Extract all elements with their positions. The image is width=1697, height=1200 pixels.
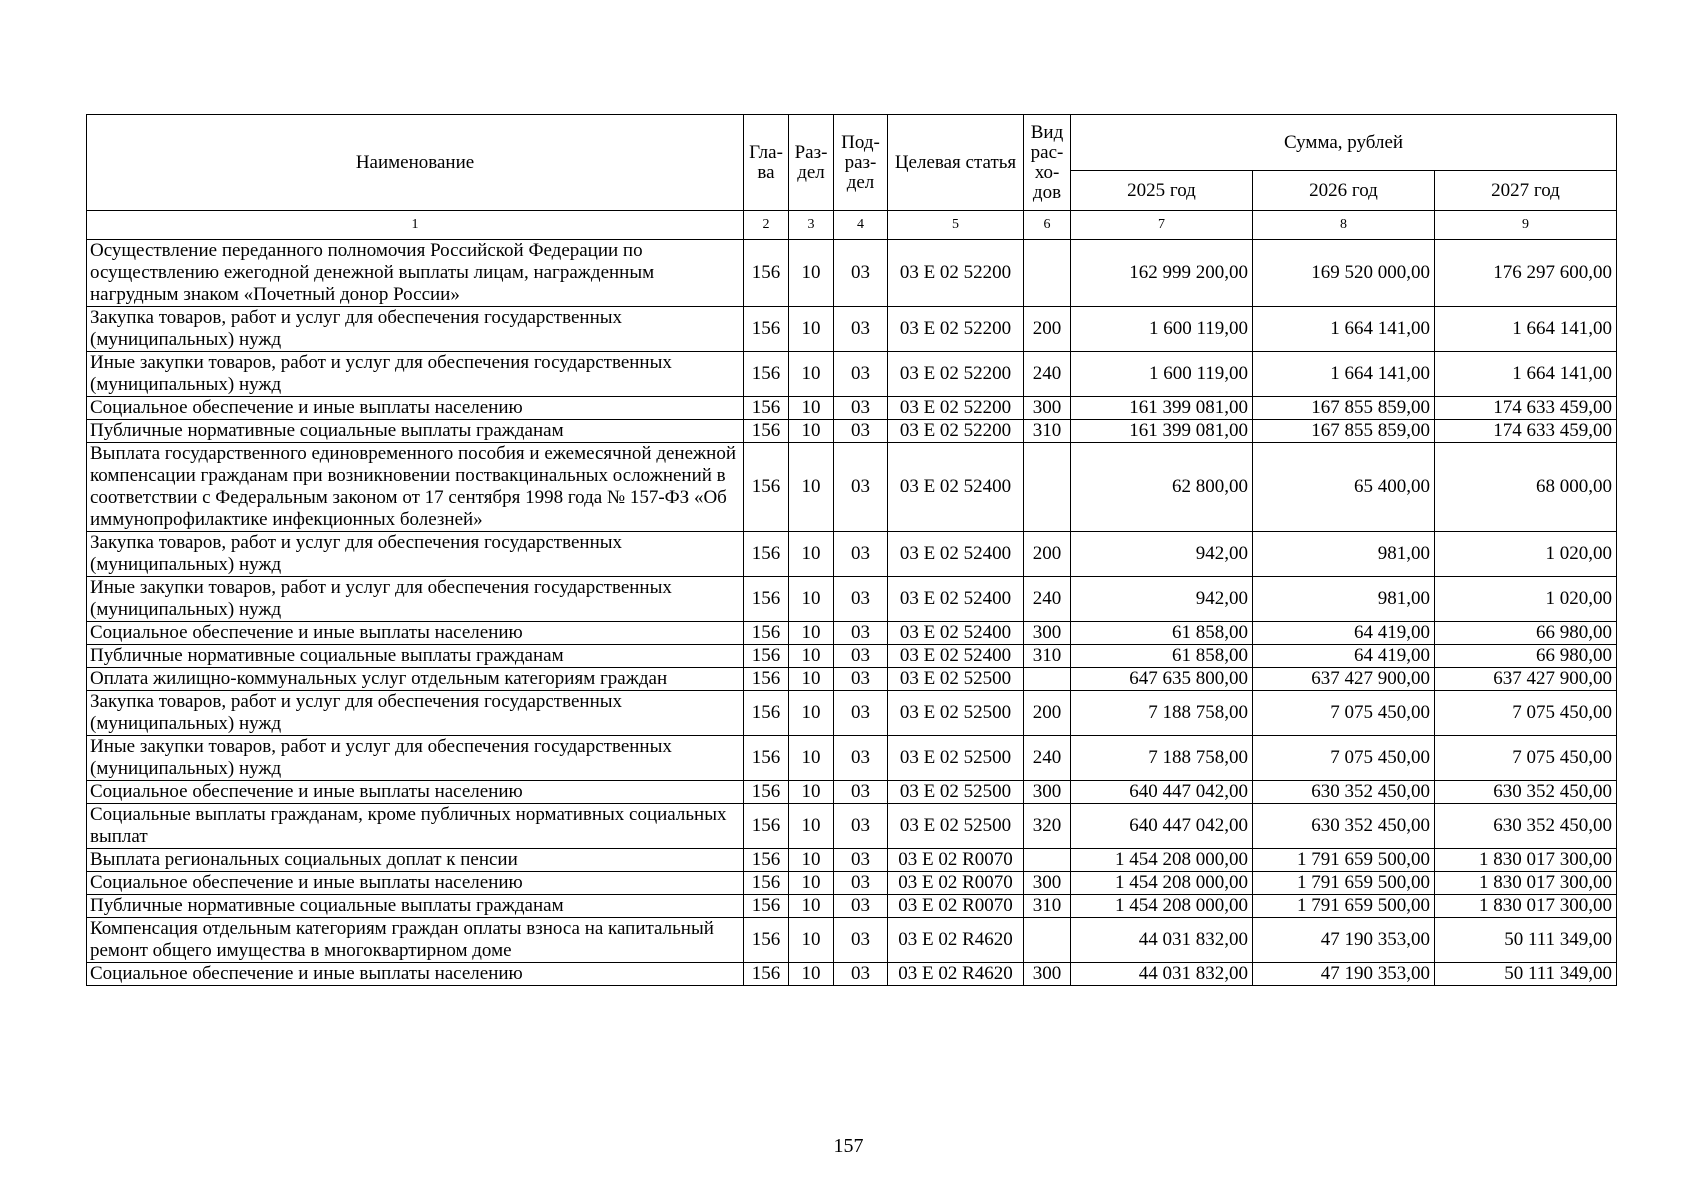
column-number-row (87, 211, 1617, 240)
row-vid: 240 (1024, 736, 1071, 781)
row-razdel: 10 (789, 577, 834, 622)
row-amount-2027: 1 664 141,00 (1435, 307, 1617, 352)
row-name: Социальное обеспечение и иные выплаты населению (87, 872, 744, 895)
row-amount-2027: 7 075 450,00 (1435, 691, 1617, 736)
row-amount-2026: 7 075 450,00 (1253, 691, 1435, 736)
table-row (87, 532, 1617, 577)
row-glava: 156 (744, 532, 789, 577)
row-razdel: 10 (789, 963, 834, 986)
row-glava: 156 (744, 240, 789, 307)
row-razdel: 10 (789, 420, 834, 443)
row-glava: 156 (744, 849, 789, 872)
row-amount-2025: 1 454 208 000,00 (1071, 872, 1253, 895)
row-vid (1024, 849, 1071, 872)
row-celevaya: 03 Е 02 52200 (888, 397, 1024, 420)
row-podrazdel: 03 (834, 668, 888, 691)
row-vid: 300 (1024, 397, 1071, 420)
row-amount-2025: 1 600 119,00 (1071, 307, 1253, 352)
row-glava: 156 (744, 307, 789, 352)
row-amount-2025: 161 399 081,00 (1071, 397, 1253, 420)
row-razdel: 10 (789, 781, 834, 804)
row-razdel: 10 (789, 918, 834, 963)
row-razdel: 10 (789, 691, 834, 736)
row-glava: 156 (744, 420, 789, 443)
row-amount-2025: 1 454 208 000,00 (1071, 895, 1253, 918)
row-celevaya: 03 Е 02 52200 (888, 240, 1024, 307)
row-podrazdel: 03 (834, 872, 888, 895)
row-amount-2026: 630 352 450,00 (1253, 804, 1435, 849)
row-glava: 156 (744, 352, 789, 397)
row-celevaya: 03 Е 02 52200 (888, 352, 1024, 397)
row-razdel: 10 (789, 804, 834, 849)
row-podrazdel: 03 (834, 622, 888, 645)
table-row (87, 622, 1617, 645)
row-podrazdel: 03 (834, 804, 888, 849)
row-amount-2027: 68 000,00 (1435, 443, 1617, 532)
column-number: 6 (1024, 211, 1071, 240)
row-podrazdel: 03 (834, 736, 888, 781)
table-row (87, 240, 1617, 307)
table-row (87, 691, 1617, 736)
column-number: 9 (1435, 211, 1617, 240)
row-razdel: 10 (789, 240, 834, 307)
row-amount-2026: 47 190 353,00 (1253, 918, 1435, 963)
row-amount-2025: 942,00 (1071, 532, 1253, 577)
header-year-2025: 2025 год (1071, 171, 1253, 211)
row-celevaya: 03 Е 02 R0070 (888, 872, 1024, 895)
column-number: 1 (87, 211, 744, 240)
row-celevaya: 03 Е 02 52400 (888, 622, 1024, 645)
row-amount-2027: 1 020,00 (1435, 532, 1617, 577)
row-name: Социальное обеспечение и иные выплаты населению (87, 963, 744, 986)
row-glava: 156 (744, 443, 789, 532)
row-celevaya: 03 Е 02 R4620 (888, 918, 1024, 963)
row-razdel: 10 (789, 307, 834, 352)
row-celevaya: 03 Е 02 52400 (888, 577, 1024, 622)
row-podrazdel: 03 (834, 781, 888, 804)
row-amount-2027: 176 297 600,00 (1435, 240, 1617, 307)
row-amount-2026: 1 791 659 500,00 (1253, 849, 1435, 872)
table-row (87, 645, 1617, 668)
row-amount-2025: 647 635 800,00 (1071, 668, 1253, 691)
table-row (87, 577, 1617, 622)
row-amount-2025: 62 800,00 (1071, 443, 1253, 532)
row-amount-2026: 64 419,00 (1253, 645, 1435, 668)
row-amount-2026: 1 664 141,00 (1253, 352, 1435, 397)
table-row (87, 895, 1617, 918)
row-amount-2027: 1 664 141,00 (1435, 352, 1617, 397)
row-celevaya: 03 Е 02 52400 (888, 443, 1024, 532)
row-celevaya: 03 Е 02 52400 (888, 532, 1024, 577)
row-amount-2025: 640 447 042,00 (1071, 804, 1253, 849)
row-amount-2025: 44 031 832,00 (1071, 918, 1253, 963)
row-amount-2025: 942,00 (1071, 577, 1253, 622)
header-podrazdel: Под-раз-дел (834, 115, 888, 211)
header-razdel: Раз-дел (789, 115, 834, 211)
row-amount-2026: 47 190 353,00 (1253, 963, 1435, 986)
row-vid (1024, 668, 1071, 691)
row-razdel: 10 (789, 736, 834, 781)
table-row (87, 307, 1617, 352)
row-razdel: 10 (789, 895, 834, 918)
row-amount-2025: 640 447 042,00 (1071, 781, 1253, 804)
row-podrazdel: 03 (834, 397, 888, 420)
row-vid: 300 (1024, 872, 1071, 895)
row-vid: 310 (1024, 645, 1071, 668)
row-glava: 156 (744, 781, 789, 804)
row-podrazdel: 03 (834, 443, 888, 532)
row-podrazdel: 03 (834, 307, 888, 352)
row-podrazdel: 03 (834, 963, 888, 986)
row-celevaya: 03 Е 02 R4620 (888, 963, 1024, 986)
row-amount-2027: 174 633 459,00 (1435, 420, 1617, 443)
column-number: 7 (1071, 211, 1253, 240)
row-amount-2027: 637 427 900,00 (1435, 668, 1617, 691)
row-name: Социальное обеспечение и иные выплаты населению (87, 397, 744, 420)
header-summa: Сумма, рублей (1071, 115, 1617, 171)
row-celevaya: 03 Е 02 R0070 (888, 849, 1024, 872)
row-razdel: 10 (789, 872, 834, 895)
row-podrazdel: 03 (834, 918, 888, 963)
row-amount-2025: 7 188 758,00 (1071, 736, 1253, 781)
row-amount-2026: 1 791 659 500,00 (1253, 895, 1435, 918)
row-celevaya: 03 Е 02 52500 (888, 804, 1024, 849)
row-podrazdel: 03 (834, 532, 888, 577)
row-vid: 320 (1024, 804, 1071, 849)
row-amount-2027: 1 830 017 300,00 (1435, 895, 1617, 918)
row-vid: 240 (1024, 352, 1071, 397)
row-name: Публичные нормативные социальные выплаты гражданам (87, 420, 744, 443)
row-amount-2026: 167 855 859,00 (1253, 397, 1435, 420)
row-podrazdel: 03 (834, 849, 888, 872)
row-amount-2025: 161 399 081,00 (1071, 420, 1253, 443)
row-glava: 156 (744, 668, 789, 691)
table-row (87, 443, 1617, 532)
row-vid: 200 (1024, 307, 1071, 352)
row-amount-2025: 7 188 758,00 (1071, 691, 1253, 736)
row-name: Публичные нормативные социальные выплаты гражданам (87, 645, 744, 668)
row-vid (1024, 918, 1071, 963)
row-podrazdel: 03 (834, 240, 888, 307)
table-row (87, 420, 1617, 443)
row-amount-2026: 637 427 900,00 (1253, 668, 1435, 691)
table-row (87, 872, 1617, 895)
row-podrazdel: 03 (834, 352, 888, 397)
row-name: Компенсация отдельным категориям граждан оплаты взноса на капитальный ремонт общего имущества в многоквартирном доме (87, 918, 744, 963)
table-row (87, 352, 1617, 397)
row-amount-2026: 169 520 000,00 (1253, 240, 1435, 307)
row-amount-2026: 65 400,00 (1253, 443, 1435, 532)
row-amount-2025: 162 999 200,00 (1071, 240, 1253, 307)
row-glava: 156 (744, 397, 789, 420)
row-name: Закупка товаров, работ и услуг для обеспечения государственных (муниципальных) нужд (87, 532, 744, 577)
row-glava: 156 (744, 963, 789, 986)
page-number: 157 (833, 1135, 864, 1157)
column-number: 8 (1253, 211, 1435, 240)
row-amount-2027: 630 352 450,00 (1435, 804, 1617, 849)
table-row (87, 781, 1617, 804)
table-row (87, 849, 1617, 872)
row-razdel: 10 (789, 645, 834, 668)
row-amount-2025: 1 454 208 000,00 (1071, 849, 1253, 872)
row-celevaya: 03 Е 02 R0070 (888, 895, 1024, 918)
row-amount-2025: 61 858,00 (1071, 622, 1253, 645)
row-amount-2025: 44 031 832,00 (1071, 963, 1253, 986)
row-vid: 200 (1024, 532, 1071, 577)
row-vid: 310 (1024, 420, 1071, 443)
row-amount-2027: 50 111 349,00 (1435, 918, 1617, 963)
row-glava: 156 (744, 895, 789, 918)
row-amount-2027: 7 075 450,00 (1435, 736, 1617, 781)
column-number: 3 (789, 211, 834, 240)
row-celevaya: 03 Е 02 52500 (888, 781, 1024, 804)
row-name: Выплата региональных социальных доплат к пенсии (87, 849, 744, 872)
row-amount-2027: 66 980,00 (1435, 645, 1617, 668)
table-row (87, 963, 1617, 986)
row-amount-2026: 981,00 (1253, 532, 1435, 577)
row-amount-2026: 7 075 450,00 (1253, 736, 1435, 781)
row-vid: 300 (1024, 963, 1071, 986)
header-vid: Вид рас-хо-дов (1024, 115, 1071, 211)
row-celevaya: 03 Е 02 52400 (888, 645, 1024, 668)
row-razdel: 10 (789, 849, 834, 872)
row-amount-2027: 174 633 459,00 (1435, 397, 1617, 420)
row-glava: 156 (744, 804, 789, 849)
row-podrazdel: 03 (834, 577, 888, 622)
budget-table (86, 114, 1617, 986)
row-amount-2027: 1 020,00 (1435, 577, 1617, 622)
column-number: 5 (888, 211, 1024, 240)
row-glava: 156 (744, 918, 789, 963)
header-glava: Гла-ва (744, 115, 789, 211)
row-razdel: 10 (789, 668, 834, 691)
row-podrazdel: 03 (834, 645, 888, 668)
table-row (87, 668, 1617, 691)
row-amount-2026: 64 419,00 (1253, 622, 1435, 645)
row-razdel: 10 (789, 532, 834, 577)
row-glava: 156 (744, 691, 789, 736)
table-body (87, 211, 1617, 986)
row-glava: 156 (744, 872, 789, 895)
row-amount-2027: 1 830 017 300,00 (1435, 872, 1617, 895)
table-header (87, 115, 1617, 211)
row-name: Иные закупки товаров, работ и услуг для обеспечения государственных (муниципальных) нужд (87, 736, 744, 781)
header-celevaya: Целевая статья (888, 115, 1024, 211)
row-celevaya: 03 Е 02 52500 (888, 668, 1024, 691)
row-vid (1024, 443, 1071, 532)
row-celevaya: 03 Е 02 52500 (888, 691, 1024, 736)
row-name: Осуществление переданного полномочия Российской Федерации по осуществлению ежегодной денежной выплаты лицам, награжденным нагрудным знаком «Почетный донор России» (87, 240, 744, 307)
row-amount-2027: 50 111 349,00 (1435, 963, 1617, 986)
row-amount-2026: 981,00 (1253, 577, 1435, 622)
row-vid: 200 (1024, 691, 1071, 736)
row-amount-2026: 1 791 659 500,00 (1253, 872, 1435, 895)
row-vid: 240 (1024, 577, 1071, 622)
header-name: Наименование (87, 115, 744, 211)
row-vid: 310 (1024, 895, 1071, 918)
row-razdel: 10 (789, 352, 834, 397)
row-glava: 156 (744, 622, 789, 645)
row-name: Социальные выплаты гражданам, кроме публичных нормативных социальных выплат (87, 804, 744, 849)
row-name: Социальное обеспечение и иные выплаты населению (87, 622, 744, 645)
header-year-2026: 2026 год (1253, 171, 1435, 211)
row-amount-2027: 66 980,00 (1435, 622, 1617, 645)
table-row (87, 736, 1617, 781)
row-amount-2026: 630 352 450,00 (1253, 781, 1435, 804)
row-amount-2025: 1 600 119,00 (1071, 352, 1253, 397)
table-row (87, 397, 1617, 420)
row-amount-2026: 167 855 859,00 (1253, 420, 1435, 443)
row-vid: 300 (1024, 622, 1071, 645)
row-celevaya: 03 Е 02 52200 (888, 420, 1024, 443)
row-vid (1024, 240, 1071, 307)
column-number: 4 (834, 211, 888, 240)
row-amount-2026: 1 664 141,00 (1253, 307, 1435, 352)
row-glava: 156 (744, 577, 789, 622)
table-row (87, 804, 1617, 849)
row-name: Закупка товаров, работ и услуг для обеспечения государственных (муниципальных) нужд (87, 691, 744, 736)
row-amount-2027: 630 352 450,00 (1435, 781, 1617, 804)
header-year-2027: 2027 год (1435, 171, 1617, 211)
row-podrazdel: 03 (834, 420, 888, 443)
row-name: Иные закупки товаров, работ и услуг для обеспечения государственных (муниципальных) нужд (87, 352, 744, 397)
row-razdel: 10 (789, 397, 834, 420)
row-celevaya: 03 Е 02 52500 (888, 736, 1024, 781)
row-celevaya: 03 Е 02 52200 (888, 307, 1024, 352)
row-glava: 156 (744, 736, 789, 781)
row-name: Социальное обеспечение и иные выплаты населению (87, 781, 744, 804)
row-amount-2025: 61 858,00 (1071, 645, 1253, 668)
row-razdel: 10 (789, 443, 834, 532)
table-row (87, 918, 1617, 963)
row-name: Иные закупки товаров, работ и услуг для обеспечения государственных (муниципальных) нужд (87, 577, 744, 622)
row-name: Выплата государственного единовременного пособия и ежемесячной денежной компенсации гражданам при возникновении поствакцинальных осложнений в соответствии с Федеральным законом от 17 сентября 1998 года № 157-ФЗ «Об иммунопрофилактике инфекционных болезней» (87, 443, 744, 532)
row-glava: 156 (744, 645, 789, 668)
row-razdel: 10 (789, 622, 834, 645)
column-number: 2 (744, 211, 789, 240)
row-amount-2027: 1 830 017 300,00 (1435, 849, 1617, 872)
row-name: Закупка товаров, работ и услуг для обеспечения государственных (муниципальных) нужд (87, 307, 744, 352)
row-podrazdel: 03 (834, 691, 888, 736)
row-name: Оплата жилищно-коммунальных услуг отдельным категориям граждан (87, 668, 744, 691)
row-podrazdel: 03 (834, 895, 888, 918)
row-name: Публичные нормативные социальные выплаты гражданам (87, 895, 744, 918)
row-vid: 300 (1024, 781, 1071, 804)
